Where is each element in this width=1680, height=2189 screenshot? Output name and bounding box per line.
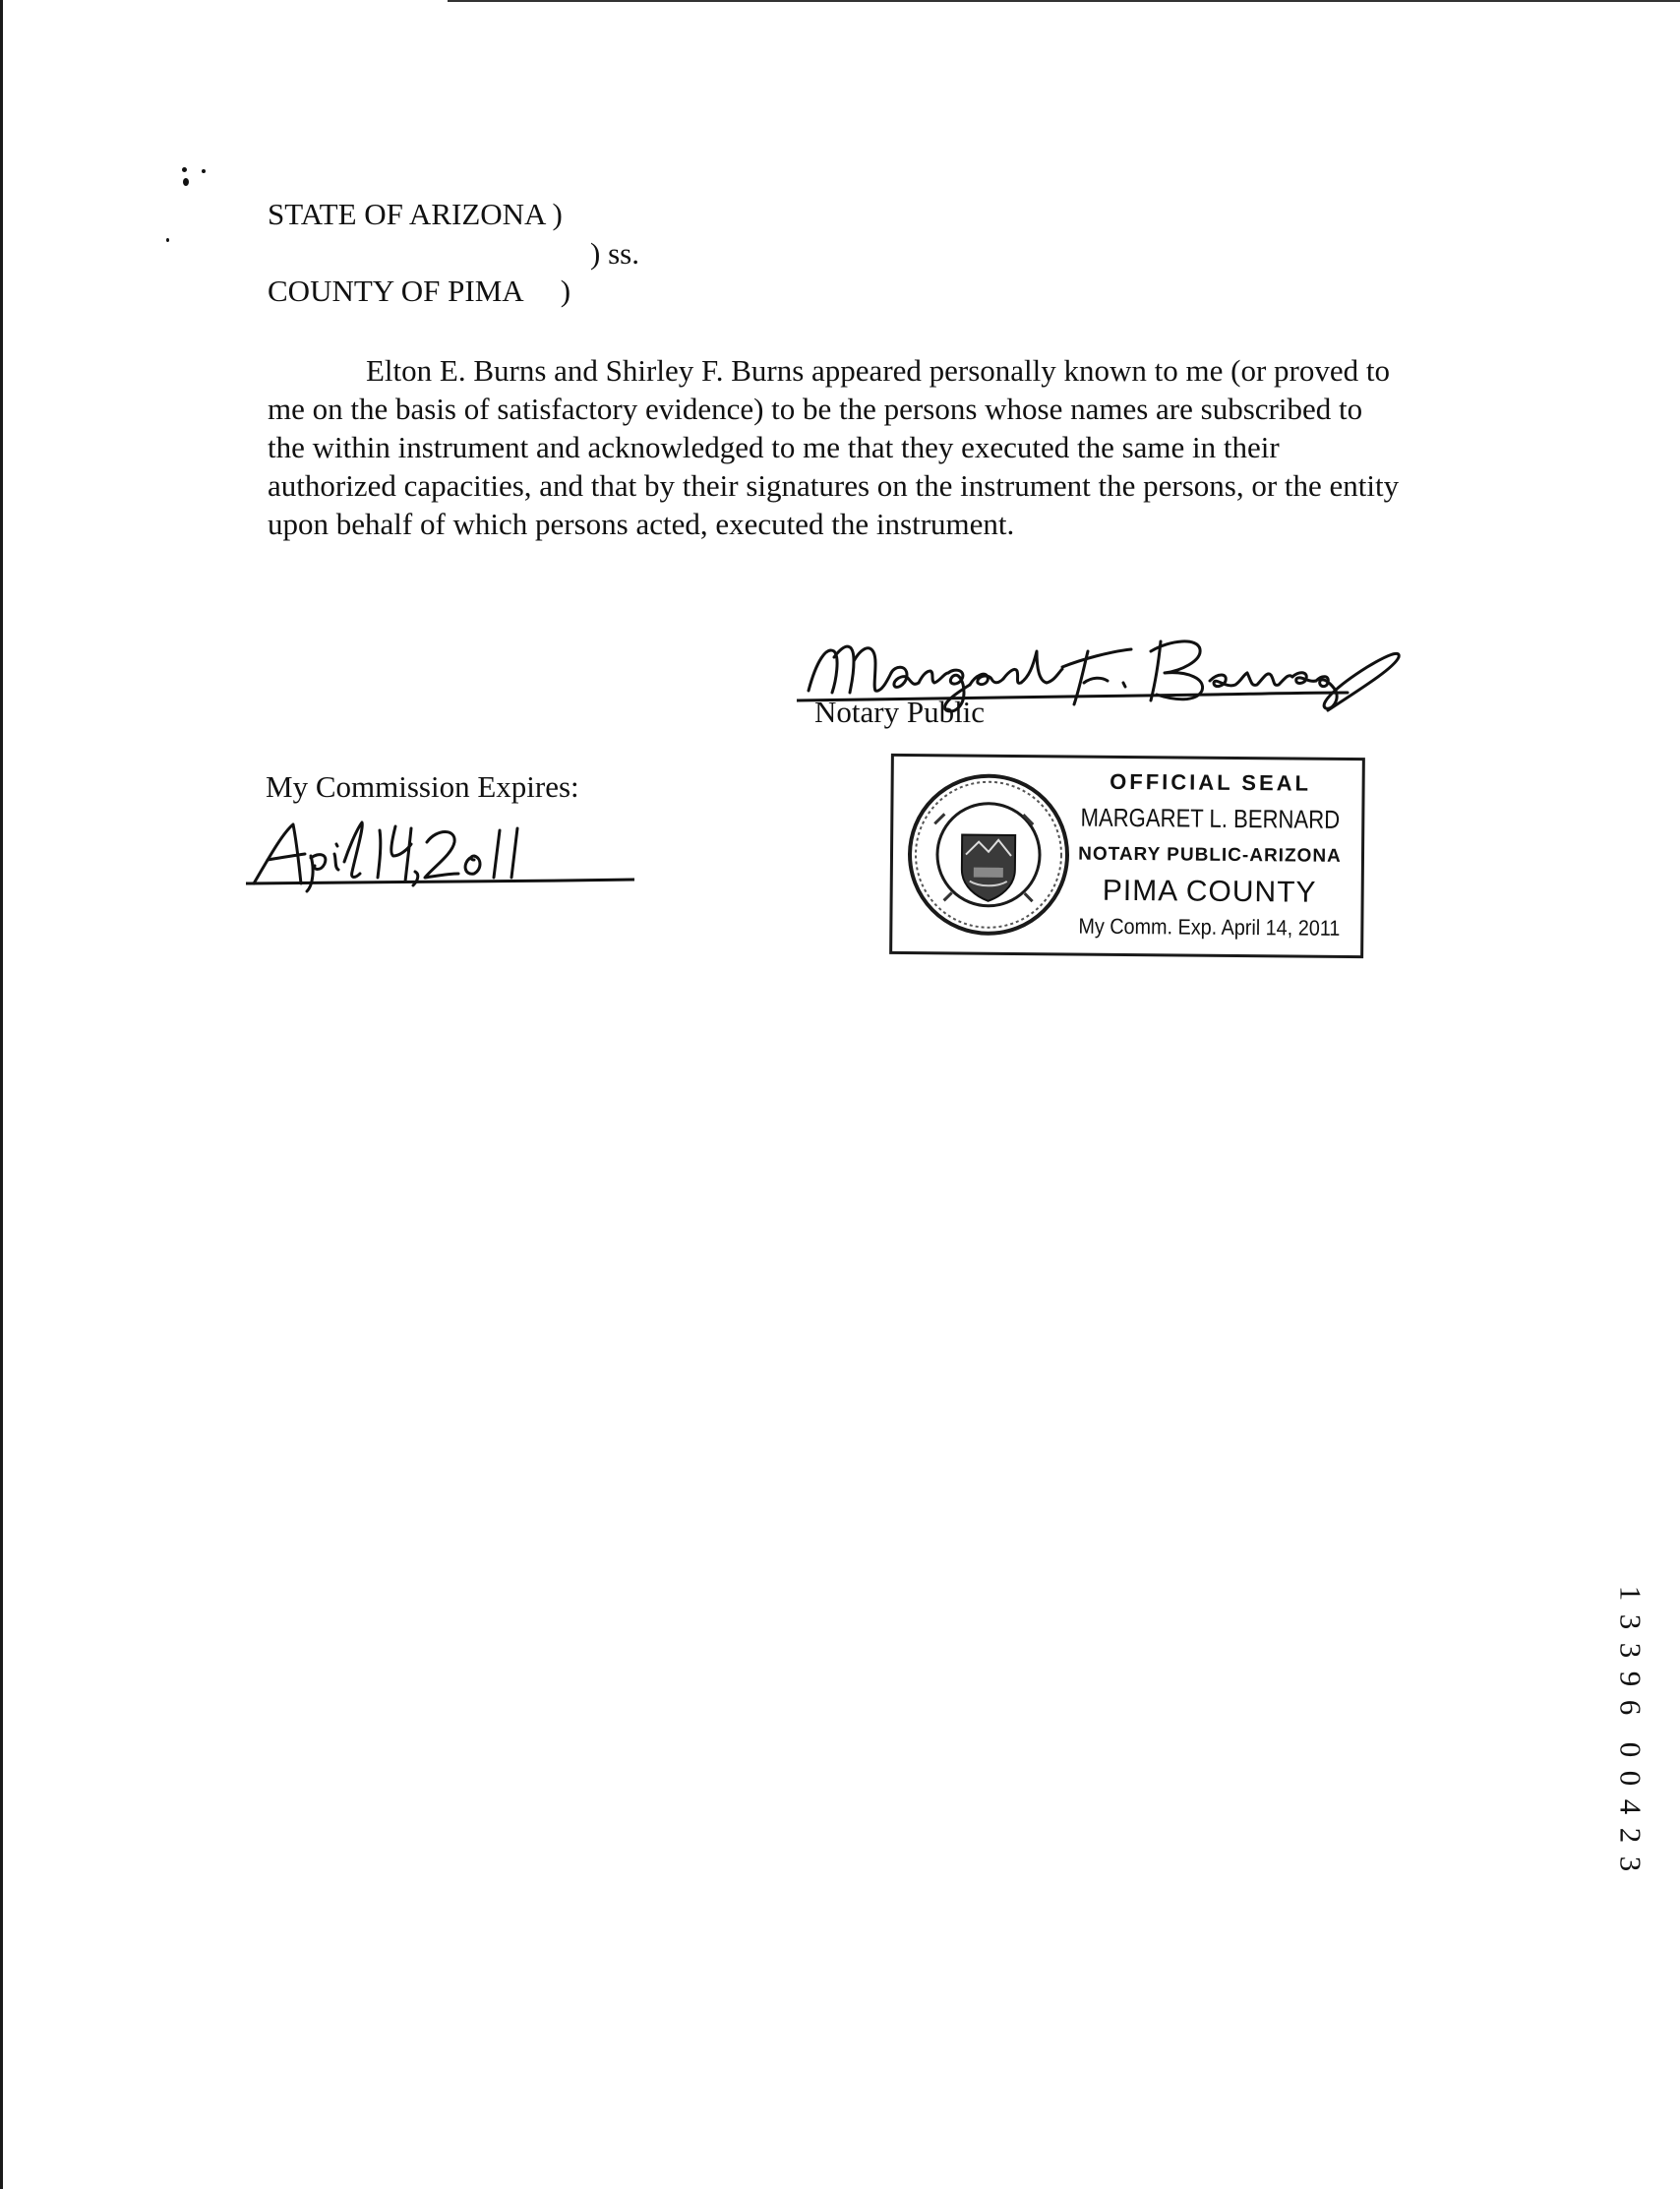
seal-name: MARGARET L. BERNARD	[1080, 802, 1341, 834]
document-margin-number	[1613, 1579, 1649, 1872]
margin-digit: 0	[1613, 1770, 1649, 1787]
margin-digit: 3	[1613, 1613, 1649, 1630]
scan-speck	[182, 167, 187, 172]
page-edge-top	[448, 0, 1680, 2]
arizona-state-seal-icon	[904, 770, 1072, 939]
scan-speck	[183, 178, 189, 186]
acknowledgment-line: upon behalf of which persons acted, executed the instrument.	[268, 507, 1015, 541]
margin-digit: 6	[1613, 1699, 1649, 1716]
acknowledgment-line: the within instrument and acknowledged to me that they executed the same in their	[268, 430, 1280, 464]
scan-speck	[166, 238, 169, 242]
margin-digit: 3	[1613, 1855, 1649, 1872]
commission-expiry-handwritten	[246, 815, 634, 893]
commission-expires-label: My Commission Expires:	[266, 769, 579, 804]
acknowledgment-line: authorized capacities, and that by their signatures on the instrument the persons, or the entity	[268, 468, 1400, 503]
margin-digit: 9	[1613, 1671, 1649, 1687]
notary-public-label: Notary Public	[814, 695, 986, 729]
margin-digit: 3	[1613, 1642, 1649, 1659]
margin-digit: 1	[1613, 1585, 1649, 1602]
acknowledgment-paragraph	[268, 351, 1497, 543]
margin-digit: 0	[1613, 1741, 1649, 1758]
seal-text-block	[1055, 765, 1364, 945]
official-notary-seal	[889, 754, 1365, 958]
margin-digit: 2	[1613, 1827, 1649, 1844]
page-edge-left	[0, 0, 3, 2189]
seal-heading: OFFICIAL SEAL	[1110, 768, 1312, 796]
margin-digit: 4	[1613, 1798, 1649, 1815]
seal-county: PIMA COUNTY	[1102, 874, 1317, 909]
scan-speck	[202, 169, 206, 173]
venue-county: COUNTY OF PIMA )	[268, 274, 571, 308]
venue-state: STATE OF ARIZONA )	[268, 197, 563, 231]
seal-commission-expiry: My Comm. Exp. April 14, 2011	[1078, 913, 1341, 941]
venue-ss: ) ss.	[590, 236, 639, 271]
acknowledgment-line: Elton E. Burns and Shirley F. Burns appeared personally known to me (or proved to	[366, 353, 1390, 388]
acknowledgment-line: me on the basis of satisfactory evidence) to be the persons whose names are subscribed to	[268, 392, 1363, 426]
seal-office: NOTARY PUBLIC-ARIZONA	[1078, 843, 1342, 867]
